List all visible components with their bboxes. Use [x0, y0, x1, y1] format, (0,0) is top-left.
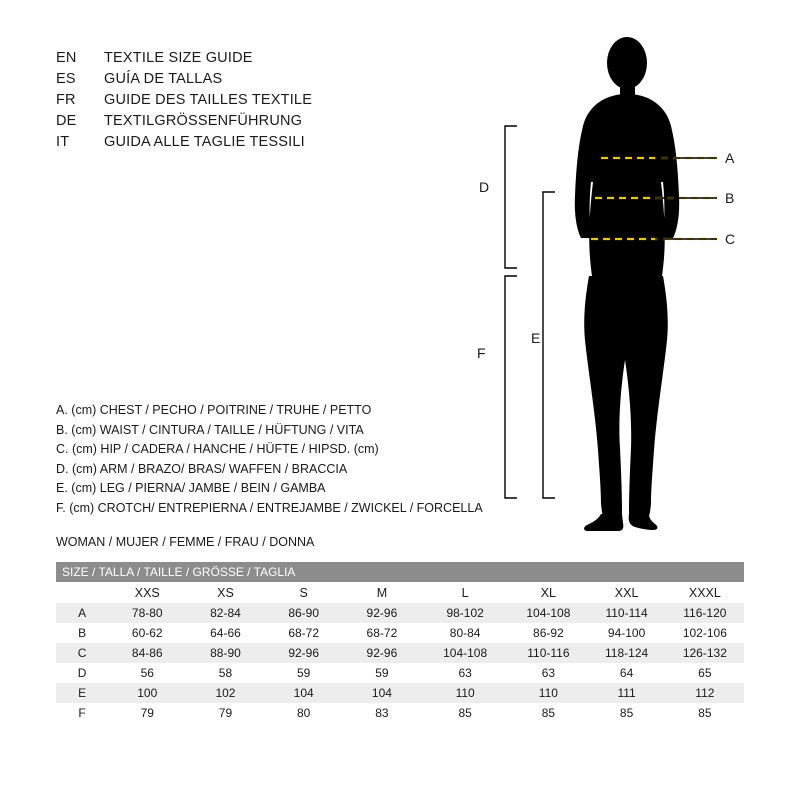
legend-item-b: B. (cm) WAIST / CINTURA / TAILLE / HÜFTUNG / VITA	[56, 422, 364, 437]
cell: 65	[666, 663, 744, 683]
cell: 110-116	[509, 643, 587, 663]
title-text-de: TEXTILGRÖSSENFÜHRUNG	[104, 113, 303, 129]
cell: 80-84	[421, 623, 509, 643]
cell: 63	[421, 663, 509, 683]
cell: 88-90	[186, 643, 264, 663]
title-text-es: GUÍA DE TALLAS	[104, 71, 223, 87]
cell: 59	[343, 663, 421, 683]
cell: 85	[666, 703, 744, 723]
table-row	[56, 623, 744, 643]
table-row	[56, 663, 744, 683]
diagram-label-a: A	[725, 150, 735, 166]
column-header-xxs: XXS	[108, 582, 186, 603]
diagram-label-d: D	[479, 179, 490, 195]
cell: 85	[421, 703, 509, 723]
cell: 86-92	[509, 623, 587, 643]
cell: 78-80	[108, 603, 186, 623]
diagram-label-c: C	[725, 231, 736, 247]
diagram-label-b: B	[725, 190, 735, 206]
title-block	[56, 50, 476, 155]
title-text-fr: GUIDE DES TAILLES TEXTILE	[104, 92, 313, 108]
cell: 56	[108, 663, 186, 683]
title-lang-fr: FR	[56, 92, 76, 108]
cell: 126-132	[666, 643, 744, 663]
cell: 85	[509, 703, 587, 723]
title-lang-en: EN	[56, 50, 77, 66]
row-label: C	[56, 643, 108, 663]
size-table	[56, 562, 744, 723]
cell: 104	[343, 683, 421, 703]
cell: 85	[587, 703, 665, 723]
title-row	[56, 134, 476, 155]
legend-item-c: C. (cm) HIP / CADERA / HANCHE / HÜFTE / HIPSD. (cm)	[56, 442, 379, 456]
title-text-en: TEXTILE SIZE GUIDE	[104, 50, 253, 66]
cell: 110-114	[587, 603, 665, 623]
title-lang-es: ES	[56, 71, 76, 87]
cell: 82-84	[186, 603, 264, 623]
cell: 68-72	[343, 623, 421, 643]
cell: 79	[108, 703, 186, 723]
cell: 83	[343, 703, 421, 723]
cell: 63	[509, 663, 587, 683]
cell: 104	[265, 683, 343, 703]
legend-item-a: A. (cm) CHEST / PECHO / POITRINE / TRUHE / PETTO	[56, 403, 372, 417]
cell: 58	[186, 663, 264, 683]
diagram-label-e: E	[531, 330, 541, 346]
cell: 68-72	[265, 623, 343, 643]
cell: 92-96	[343, 643, 421, 663]
cell: 112	[666, 683, 744, 703]
cell: 59	[265, 663, 343, 683]
row-label: E	[56, 683, 108, 703]
row-label: B	[56, 623, 108, 643]
cell: 79	[186, 703, 264, 723]
cell: 100	[108, 683, 186, 703]
row-label: A	[56, 603, 108, 623]
row-label: D	[56, 663, 108, 683]
column-header-l: L	[421, 582, 509, 603]
column-header-xxxl: XXXL	[666, 582, 744, 603]
cell: 118-124	[587, 643, 665, 663]
cell: 94-100	[587, 623, 665, 643]
title-row	[56, 71, 476, 92]
cell: 84-86	[108, 643, 186, 663]
table-row	[56, 703, 744, 723]
legend-item-f: F. (cm) CROTCH/ ENTREPIERNA / ENTREJAMBE / ZWICKEL / FORCELLA	[56, 500, 483, 515]
title-row	[56, 92, 476, 113]
female-silhouette-shape	[575, 37, 679, 531]
title-row	[56, 113, 476, 134]
cell: 64	[587, 663, 665, 683]
cell: 80	[265, 703, 343, 723]
table-row	[56, 603, 744, 623]
legend-item-e: E. (cm) LEG / PIERNA/ JAMBE / BEIN / GAMBA	[56, 481, 326, 495]
title-row	[56, 50, 476, 71]
row-label: F	[56, 703, 108, 723]
title-text-it: GUIDA ALLE TAGLIE TESSILI	[104, 134, 305, 150]
column-header-xxl: XXL	[587, 582, 665, 603]
legend-block	[56, 401, 526, 518]
title-lang-de: DE	[56, 113, 77, 129]
title-lang-it: IT	[56, 134, 70, 150]
column-header-xs: XS	[186, 582, 264, 603]
column-corner-cell	[56, 582, 108, 603]
cell: 98-102	[421, 603, 509, 623]
cell: 104-108	[421, 643, 509, 663]
column-header-xl: XL	[509, 582, 587, 603]
table-row	[56, 683, 744, 703]
cell: 110	[421, 683, 509, 703]
cell: 92-96	[265, 643, 343, 663]
table-row	[56, 643, 744, 663]
column-header-m: M	[343, 582, 421, 603]
column-header-s: S	[265, 582, 343, 603]
cell: 102	[186, 683, 264, 703]
cell: 60-62	[108, 623, 186, 643]
legend-item-d: D. (cm) ARM / BRAZO/ BRAS/ WAFFEN / BRACCIA	[56, 461, 348, 476]
cell: 110	[509, 683, 587, 703]
table-column-row	[56, 582, 744, 603]
cell: 102-106	[666, 623, 744, 643]
gender-label: WOMAN / MUJER / FEMME / FRAU / DONNA	[56, 535, 315, 549]
cell: 104-108	[509, 603, 587, 623]
cell: 86-90	[265, 603, 343, 623]
cell: 92-96	[343, 603, 421, 623]
cell: 64-66	[186, 623, 264, 643]
table-header-label: SIZE / TALLA / TAILLE / GRÖSSE / TAGLIA	[56, 562, 744, 582]
cell: 116-120	[666, 603, 744, 623]
cell: 111	[587, 683, 665, 703]
size-table-wrapper	[56, 562, 744, 723]
table-header-row	[56, 562, 744, 582]
diagram-label-f: F	[477, 345, 486, 361]
